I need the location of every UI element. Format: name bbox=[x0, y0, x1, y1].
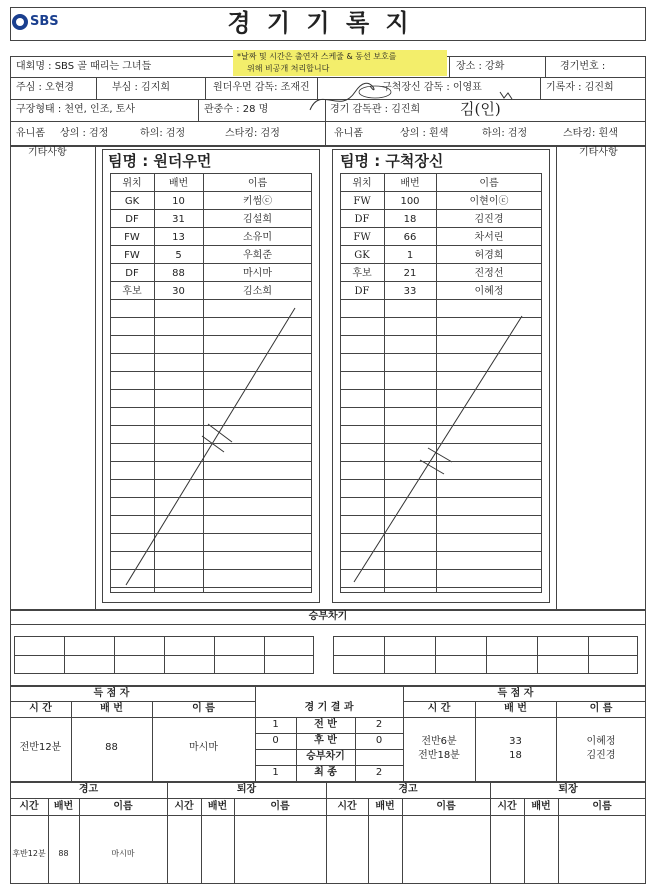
team-b-row-name: 진정선 bbox=[474, 268, 504, 279]
table-row-line bbox=[340, 479, 542, 480]
scorer-b1-time: 전반6분 bbox=[421, 736, 457, 747]
remarks-label-left: 기타사항 bbox=[28, 147, 67, 158]
table-row-line bbox=[110, 479, 312, 480]
team-a-row-no: 13 bbox=[172, 232, 185, 243]
table-row-line bbox=[340, 461, 542, 462]
cards-col-no: 배번 bbox=[531, 801, 551, 812]
cards-col-no: 배번 bbox=[53, 801, 74, 812]
team-a-name: 팀명 : 원더우먼 bbox=[108, 152, 212, 170]
result-a-second: 0 bbox=[272, 735, 279, 746]
table-row-line bbox=[110, 569, 312, 570]
team-b-row-no: 21 bbox=[403, 268, 417, 279]
table-row-line bbox=[340, 191, 542, 192]
table-row-line bbox=[110, 299, 312, 300]
result-shootout-label: 승부차기 bbox=[306, 751, 345, 762]
table-row-line bbox=[340, 353, 542, 354]
page-title: 경 기 기 록 지 bbox=[227, 9, 413, 37]
table-row-line bbox=[340, 443, 542, 444]
team-b-row-name: 김진경 bbox=[474, 214, 504, 225]
scorers-a-title: 득 점 자 bbox=[93, 688, 130, 699]
uniform-socks-a: 스타킹: 검정 bbox=[225, 128, 280, 139]
team-a-row-no: 30 bbox=[172, 286, 185, 297]
result-b-second: 0 bbox=[375, 735, 383, 746]
cards-a-sendoff-title: 퇴장 bbox=[236, 784, 257, 795]
team-a-col-pos: 위치 bbox=[122, 178, 142, 189]
event-name: 대회명 : SBS 골 때리는 그녀들 bbox=[16, 61, 152, 72]
table-row-line bbox=[340, 533, 542, 534]
result-b-final: 2 bbox=[375, 767, 383, 778]
team-b-row-name: 이현이ⓒ bbox=[469, 196, 509, 207]
scorer-a-time: 전반12분 bbox=[19, 742, 62, 753]
team-a-row-pos: 후보 bbox=[122, 286, 142, 297]
scorer-b1-no: 33 bbox=[509, 736, 522, 747]
team-b-row-pos: DF bbox=[354, 214, 370, 225]
table-row-line bbox=[110, 407, 312, 408]
recorder: 기록자 : 김진희 bbox=[546, 82, 614, 93]
cards-col-name: 이름 bbox=[592, 801, 612, 812]
team-a-row-pos: DF bbox=[125, 268, 139, 279]
signature-scribble bbox=[300, 80, 530, 120]
scorer-b1-name: 이혜정 bbox=[586, 736, 616, 747]
surface: 구장형태 : 천연, 인조, 토사 bbox=[16, 104, 136, 115]
table-row-line bbox=[110, 497, 312, 498]
team-a-row-name: 키썸ⓒ bbox=[242, 196, 273, 207]
table-row-line bbox=[110, 515, 312, 516]
table-row-line bbox=[340, 263, 542, 264]
team-b-col-pos: 위치 bbox=[352, 178, 372, 189]
uniform-label-a: 유니폼 bbox=[16, 128, 45, 139]
card-a-name: 마시마 bbox=[111, 849, 135, 858]
scorer-a-name: 마시마 bbox=[189, 742, 218, 753]
remarks-label-right: 기타사항 bbox=[579, 147, 618, 158]
team-b-row-no: 1 bbox=[406, 250, 414, 261]
card-a-time: 후반12분 bbox=[12, 849, 46, 858]
uniform-socks-b: 스타킹: 흰색 bbox=[563, 128, 618, 139]
scorer-b2-no: 18 bbox=[509, 750, 522, 761]
table-row-line bbox=[340, 587, 542, 588]
team-b-col-name: 이름 bbox=[479, 178, 499, 189]
team-a-row-name: 우희준 bbox=[243, 250, 272, 261]
table-row-line bbox=[110, 587, 312, 588]
table-row-line bbox=[110, 227, 312, 228]
table-row-line bbox=[110, 245, 312, 246]
team-a-row-no: 31 bbox=[172, 214, 185, 225]
table-row-line bbox=[110, 281, 312, 282]
table-row-line bbox=[340, 371, 542, 372]
table-row-line bbox=[340, 209, 542, 210]
team-b-row-pos: FW bbox=[353, 232, 371, 243]
table-row-line bbox=[340, 281, 542, 282]
cards-col-name: 이름 bbox=[270, 801, 290, 812]
uniform-top-b: 상의 : 흰색 bbox=[400, 128, 449, 139]
table-row-line bbox=[110, 209, 312, 210]
card-a-no: 88 bbox=[58, 849, 69, 858]
scorers-b-col-no: 배 번 bbox=[504, 703, 527, 714]
cards-col-no: 배번 bbox=[375, 801, 395, 812]
team-b-row-no: 66 bbox=[403, 232, 417, 243]
table-row-line bbox=[340, 569, 542, 570]
table-row-line bbox=[110, 443, 312, 444]
cards-b-sendoff-title: 퇴장 bbox=[558, 784, 578, 795]
scorers-b-title: 득 점 자 bbox=[497, 688, 534, 699]
scorer-a-no: 88 bbox=[105, 742, 118, 753]
table-row-line bbox=[340, 407, 542, 408]
result-first-half-label: 전 반 bbox=[314, 719, 337, 730]
supervisor: 경기 감독관 : 김진희 bbox=[330, 104, 421, 115]
uniform-bottom-a: 하의: 검정 bbox=[140, 128, 186, 139]
note-line-2: 위해 비공개 처리합니다 bbox=[247, 64, 330, 73]
cards-col-time: 시간 bbox=[19, 801, 39, 812]
uniform-top-a: 상의 : 검정 bbox=[60, 128, 109, 139]
cards-col-name: 이름 bbox=[113, 801, 133, 812]
table-row-line bbox=[110, 533, 312, 534]
team-b-row-name: 이혜정 bbox=[474, 286, 504, 297]
table-row-line bbox=[340, 515, 542, 516]
team-a-row-pos: FW bbox=[124, 232, 140, 243]
shootout-title: 승부차기 bbox=[308, 611, 348, 622]
team-b-row-no: 33 bbox=[403, 286, 417, 297]
logo-text: SBS bbox=[30, 14, 59, 29]
team-a-row-name: 김소희 bbox=[243, 286, 272, 297]
team-b-name: 팀명 : 구척장신 bbox=[340, 152, 444, 170]
result-final-label: 최 종 bbox=[314, 767, 337, 778]
scorers-a-col-no: 배 번 bbox=[100, 703, 123, 714]
note-line-1: *날짜 및 시간은 출연자 스케줄 & 동선 보호를 bbox=[237, 52, 397, 61]
table-row-line bbox=[110, 335, 312, 336]
uniform-label-b: 유니폼 bbox=[334, 128, 363, 139]
scorers-a-col-name: 이 름 bbox=[192, 703, 215, 714]
team-a-row-pos: DF bbox=[125, 214, 139, 225]
coach-a: 원더우먼 감독: 조재진 bbox=[213, 82, 310, 93]
team-b-row-name: 허경희 bbox=[474, 250, 504, 261]
chief-referee: 주심 : 오현경 bbox=[16, 82, 75, 93]
team-a-col-name: 이름 bbox=[247, 178, 268, 189]
table-row-line bbox=[110, 389, 312, 390]
team-a-col-no: 배번 bbox=[168, 178, 189, 189]
cards-a-warning-title: 경고 bbox=[78, 784, 99, 795]
team-a-row-name: 김설희 bbox=[243, 214, 272, 225]
venue: 장소 : 강화 bbox=[456, 61, 505, 72]
table-row-line bbox=[110, 425, 312, 426]
team-a-row-name: 마시마 bbox=[243, 268, 272, 279]
team-a-row-name: 소유미 bbox=[243, 232, 272, 243]
result-b-first: 2 bbox=[375, 719, 383, 730]
table-row-line bbox=[110, 317, 312, 318]
table-row-line bbox=[340, 227, 542, 228]
table-row-line bbox=[110, 461, 312, 462]
team-a-row-no: 5 bbox=[175, 250, 182, 261]
scorers-a-col-time: 시 간 bbox=[29, 703, 52, 714]
cards-b-warning-title: 경고 bbox=[398, 784, 418, 795]
team-a-row-pos: GK bbox=[124, 196, 140, 207]
team-a-row-no: 88 bbox=[172, 268, 185, 279]
team-a-row-pos: FW bbox=[124, 250, 140, 261]
table-row-line bbox=[110, 371, 312, 372]
result-a-first: 1 bbox=[272, 719, 279, 730]
coach-b: 구척장신 감독 : 이영표 bbox=[382, 82, 482, 93]
table-row-line bbox=[340, 299, 542, 300]
table-row-line bbox=[110, 191, 312, 192]
cards-col-time: 시간 bbox=[497, 801, 517, 812]
result-title: 경 기 결 과 bbox=[304, 702, 354, 713]
team-a-row-no: 10 bbox=[172, 196, 185, 207]
table-row-line bbox=[340, 497, 542, 498]
cards-col-name: 이름 bbox=[436, 801, 456, 812]
note-sticker bbox=[233, 50, 447, 76]
team-a-strike-line bbox=[110, 300, 312, 593]
scorers-b-col-name: 이 름 bbox=[589, 703, 613, 714]
table-row-line bbox=[340, 425, 542, 426]
uniform-bottom-b: 하의: 검정 bbox=[482, 128, 528, 139]
team-b-row-no: 100 bbox=[400, 196, 420, 207]
team-b-row-pos: DF bbox=[354, 286, 370, 297]
table-row-line bbox=[110, 263, 312, 264]
team-b-row-name: 차서린 bbox=[474, 232, 504, 243]
match-number: 경기번호 : bbox=[560, 61, 606, 72]
team-b-row-no: 18 bbox=[403, 214, 417, 225]
scorer-b2-name: 김진경 bbox=[586, 750, 616, 761]
cards-col-no: 배번 bbox=[207, 801, 228, 812]
table-row-line bbox=[340, 335, 542, 336]
table-row-line bbox=[340, 245, 542, 246]
supervisor-signature: 김(인) bbox=[460, 100, 501, 118]
team-b-row-pos: GK bbox=[354, 250, 370, 261]
result-second-half-label: 후 반 bbox=[314, 735, 337, 746]
result-a-final: 1 bbox=[272, 767, 279, 778]
team-b-row-pos: FW bbox=[353, 196, 371, 207]
table-row-line bbox=[110, 551, 312, 552]
spectators: 관중수 : 28 명 bbox=[204, 104, 269, 115]
team-b-col-no: 배번 bbox=[400, 178, 420, 189]
team-b-strike-line bbox=[340, 300, 542, 593]
table-row-line bbox=[340, 317, 542, 318]
scorers-b-col-time: 시 간 bbox=[427, 703, 451, 714]
team-b-row-pos: 후보 bbox=[352, 268, 372, 279]
table-row-line bbox=[340, 389, 542, 390]
table-row-line bbox=[110, 353, 312, 354]
table-row-line bbox=[340, 551, 542, 552]
cards-col-time: 시간 bbox=[174, 801, 194, 812]
cards-col-time: 시간 bbox=[337, 801, 357, 812]
scorer-b2-time: 전반18분 bbox=[418, 750, 460, 761]
assistant-referee: 부심 : 김지희 bbox=[112, 82, 171, 93]
